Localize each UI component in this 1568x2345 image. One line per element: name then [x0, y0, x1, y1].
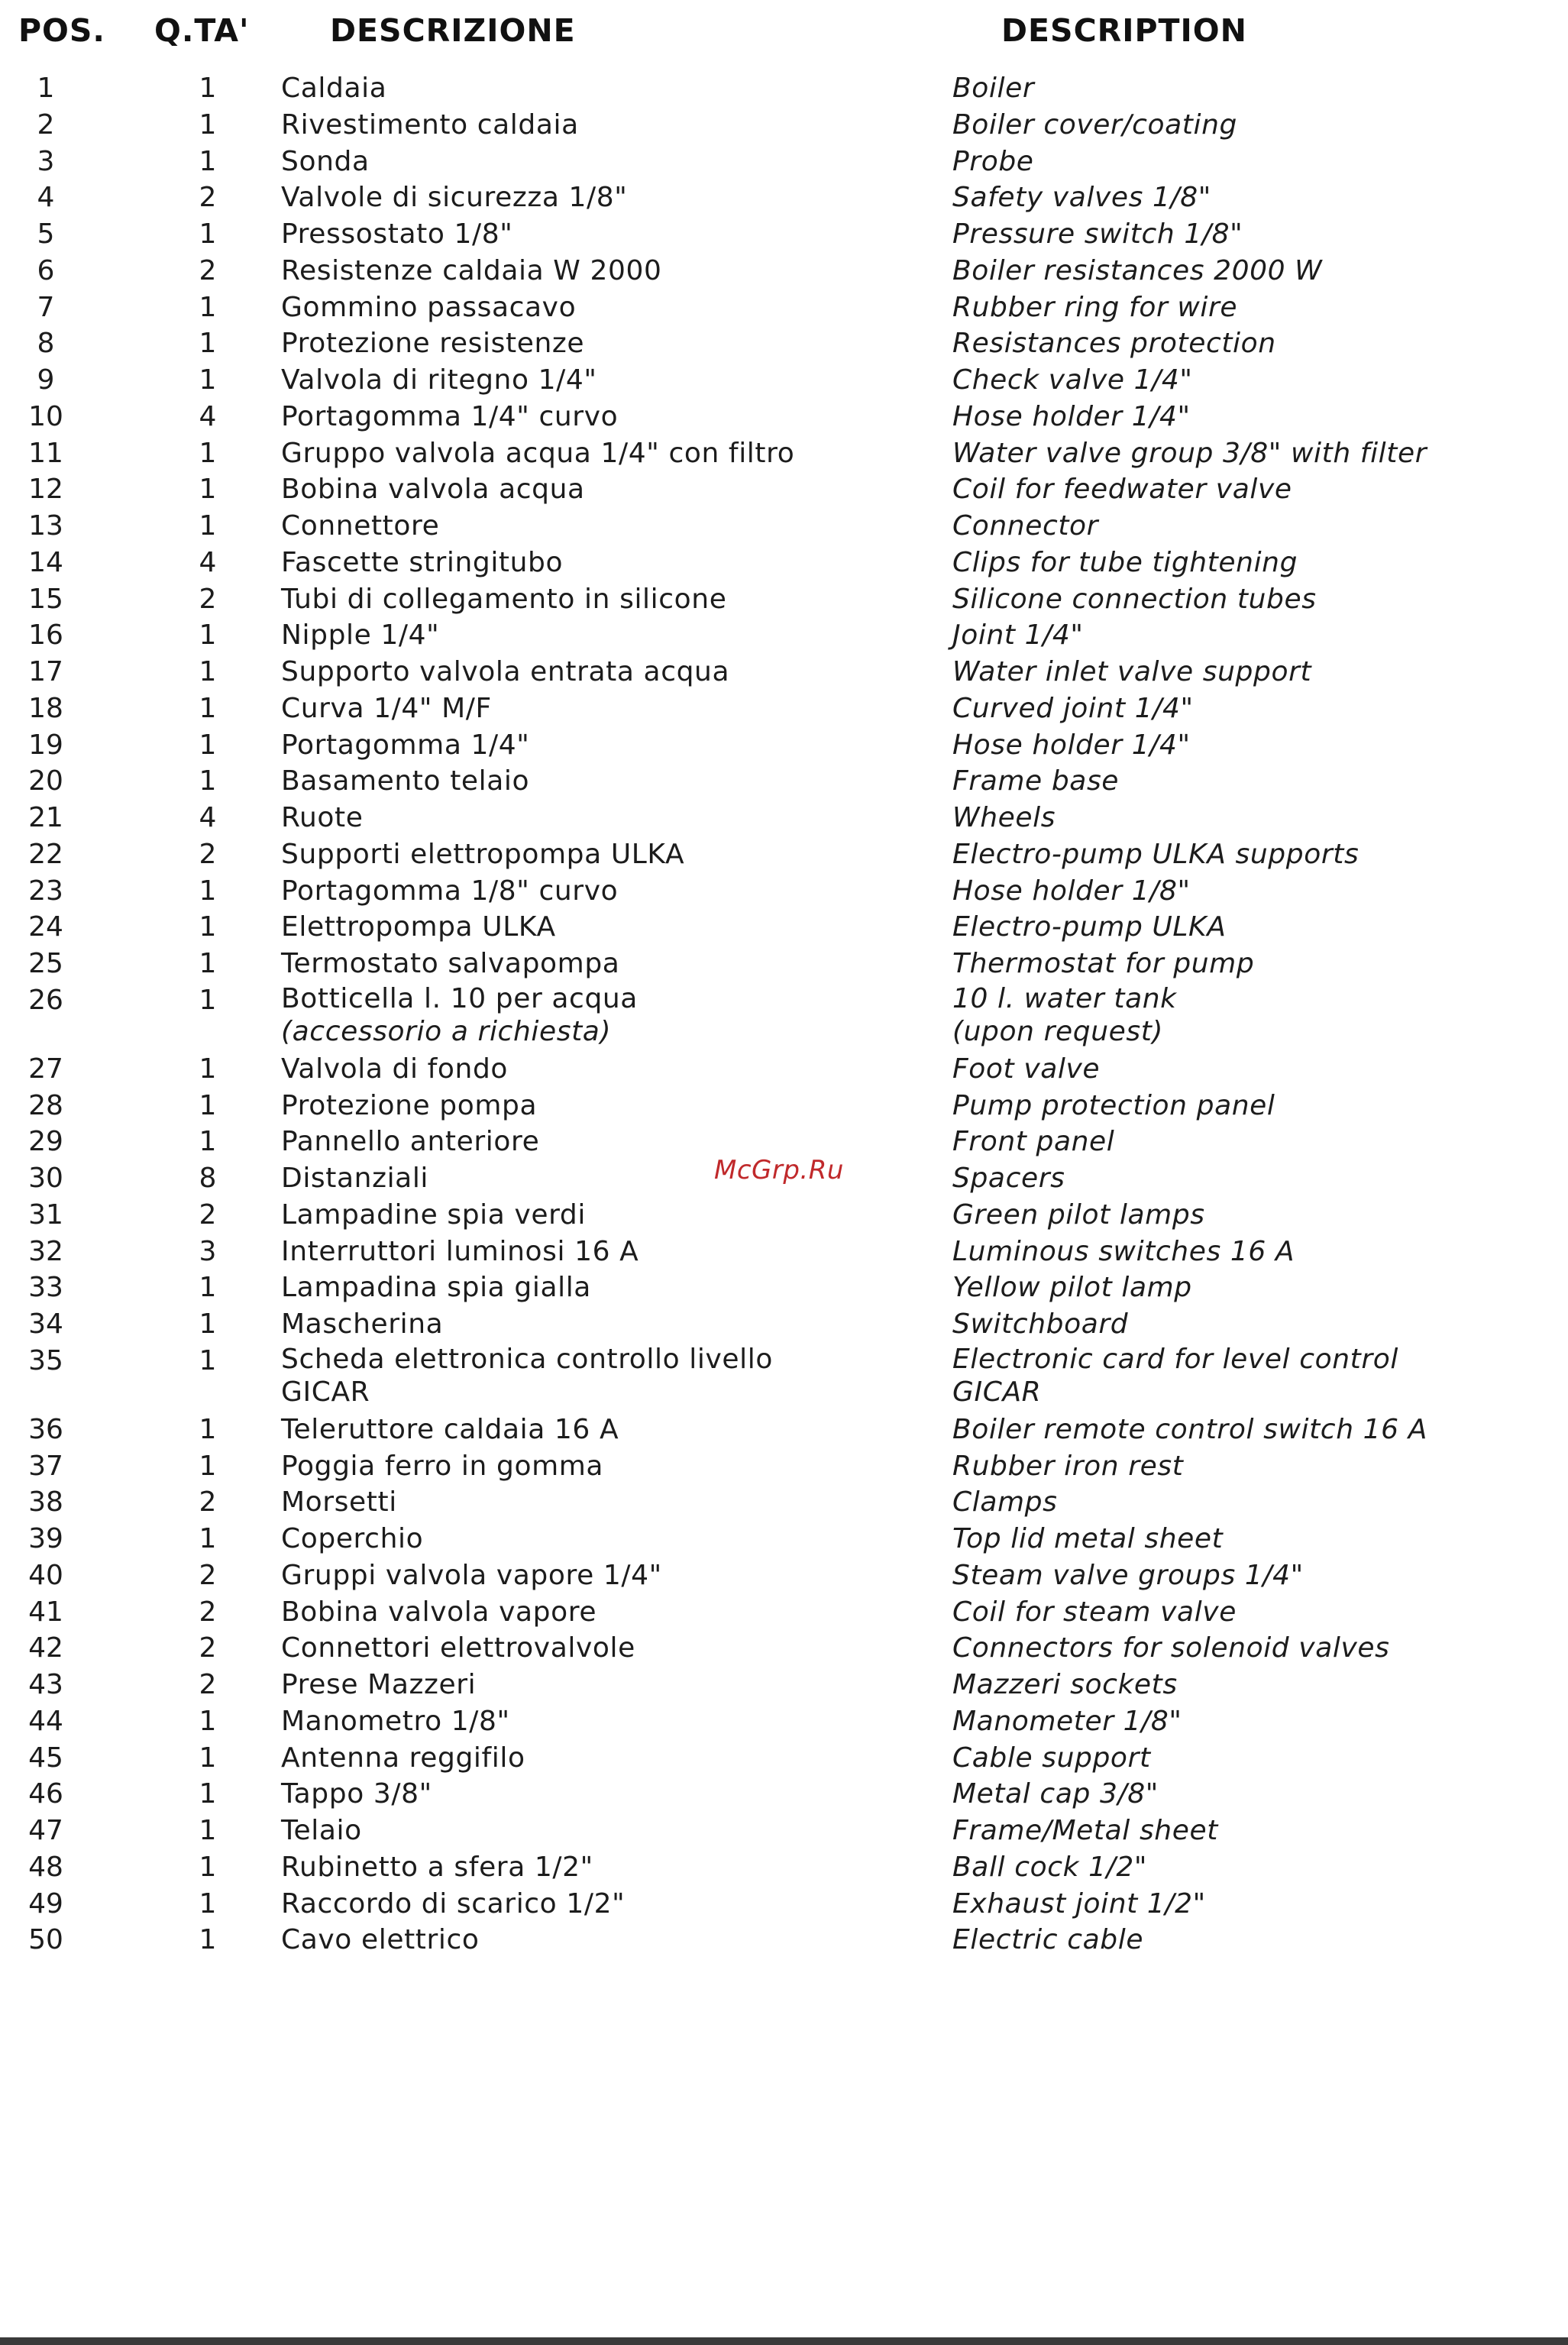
row-position: 42 [28, 1632, 63, 1664]
row-quantity: 1 [199, 364, 217, 396]
table-row [0, 1740, 1568, 1777]
row-position: 5 [37, 218, 55, 250]
row-position: 9 [37, 364, 55, 396]
table-row [0, 325, 1568, 362]
row-quantity: 1 [199, 437, 217, 469]
row-position: 23 [28, 875, 63, 907]
row-quantity: 2 [199, 1632, 217, 1664]
table-row [0, 545, 1568, 581]
table-row [0, 581, 1568, 618]
table-row [0, 836, 1568, 873]
row-position: 1 [37, 73, 55, 104]
row-description-it: Tubi di collegamento in silicone [281, 583, 727, 615]
row-quantity: 4 [199, 400, 217, 432]
table-row [0, 362, 1568, 399]
row-description-en: Check valve 1/4" [952, 364, 1193, 396]
row-description-en [952, 1343, 1398, 1409]
table-row [0, 727, 1568, 764]
table-row [0, 1448, 1568, 1485]
row-description-en: Clamps [952, 1486, 1058, 1519]
row-description-it: Manometro 1/8" [281, 1705, 510, 1737]
row-description-en: Green pilot lamps [952, 1198, 1205, 1231]
row-position: 25 [28, 948, 63, 979]
table-row [0, 289, 1568, 326]
row-description-en: Connector [952, 510, 1099, 542]
row-description-it: Gommino passacavo [281, 291, 577, 323]
row-description-en: Frame/Metal sheet [952, 1815, 1218, 1846]
row-description-en: Luminous switches 16 A [952, 1235, 1295, 1267]
row-quantity: 4 [199, 802, 217, 833]
row-quantity: 1 [199, 729, 217, 761]
row-description-it: Pannello anteriore [281, 1126, 540, 1158]
row-description-it: Nipple 1/4" [281, 619, 440, 652]
row-quantity: 2 [199, 1669, 217, 1700]
row-quantity: 1 [199, 328, 217, 360]
row-quantity: 1 [199, 948, 217, 979]
row-description-it: Poggia ferro in gomma [281, 1450, 604, 1482]
row-position: 13 [28, 510, 63, 542]
table-row [0, 1197, 1568, 1234]
table-row [0, 435, 1568, 472]
table-row [0, 763, 1568, 800]
row-description-en-line2: GICAR [952, 1376, 1042, 1408]
row-quantity: 1 [199, 1815, 217, 1846]
row-quantity: 1 [199, 1450, 217, 1482]
row-position: 43 [28, 1669, 63, 1700]
row-description-it: Telaio [281, 1815, 362, 1846]
row-description-en: Metal cap 3/8" [952, 1778, 1159, 1810]
row-description-en: Boiler resistances 2000 W [952, 254, 1323, 286]
row-description-en: Frame base [952, 765, 1120, 797]
table-row [0, 1412, 1568, 1448]
row-description-it: Tappo 3/8" [281, 1778, 432, 1810]
row-description-it: Antenna reggifilo [281, 1742, 525, 1774]
row-description-it: Valvola di fondo [281, 1053, 509, 1085]
bottom-edge-bar [0, 2337, 1568, 2345]
row-position: 21 [28, 802, 63, 833]
table-row [0, 1343, 1568, 1412]
row-description-it: Caldaia [281, 73, 387, 104]
table-row [0, 1776, 1568, 1813]
row-description-en: Front panel [952, 1126, 1115, 1158]
row-description-en: Mazzeri sockets [952, 1669, 1178, 1700]
row-description-it: Cavo elettrico [281, 1924, 480, 1956]
row-description-en: Ball cock 1/2" [952, 1851, 1148, 1883]
row-position: 19 [28, 729, 63, 761]
row-quantity: 2 [199, 182, 217, 214]
row-quantity: 1 [199, 765, 217, 797]
row-description-en-line1: 10 l. water tank [952, 982, 1177, 1014]
row-description-it: Teleruttore caldaia 16 A [281, 1413, 619, 1445]
row-position: 14 [28, 546, 63, 578]
row-quantity: 1 [199, 656, 217, 687]
row-description-it: Connettore [281, 510, 440, 542]
row-position: 34 [28, 1308, 63, 1340]
table-row [0, 800, 1568, 836]
table-row [0, 1886, 1568, 1923]
row-description-en: Manometer 1/8" [952, 1705, 1182, 1737]
row-position: 8 [37, 328, 55, 360]
row-description-en-line1: Electronic card for level control [952, 1343, 1399, 1375]
row-quantity: 1 [199, 1523, 217, 1554]
row-position: 36 [28, 1413, 63, 1445]
parts-table [0, 70, 1568, 1958]
row-description-it: Elettropompa ULKA [281, 911, 556, 943]
row-position: 26 [28, 984, 63, 1016]
row-description-it: Sonda [281, 145, 370, 177]
row-description-en: Hose holder 1/4" [952, 729, 1191, 761]
row-description-it: Portagomma 1/4" curvo [281, 400, 619, 432]
header-qty: Q.TA' [154, 12, 250, 49]
row-description-en: Connectors for solenoid valves [952, 1632, 1390, 1664]
header-description: DESCRIPTION [1001, 12, 1247, 49]
table-row [0, 1594, 1568, 1631]
row-quantity: 1 [199, 1742, 217, 1774]
row-description-it: Fascette stringitubo [281, 546, 564, 578]
row-position: 41 [28, 1596, 63, 1628]
table-row [0, 909, 1568, 946]
row-description-en: Spacers [952, 1163, 1065, 1194]
row-position: 46 [28, 1778, 63, 1810]
row-description-it: Portagomma 1/4" [281, 729, 530, 761]
row-position: 28 [28, 1089, 63, 1121]
table-row [0, 1088, 1568, 1124]
row-quantity: 1 [199, 1089, 217, 1121]
table-row [0, 253, 1568, 289]
row-position: 24 [28, 911, 63, 943]
row-description-en: Foot valve [952, 1053, 1101, 1085]
table-row [0, 1306, 1568, 1343]
row-description-it-line1: Scheda elettronica controllo livello [281, 1343, 773, 1375]
table-row [0, 1630, 1568, 1667]
row-quantity: 1 [199, 1778, 217, 1810]
row-position: 3 [37, 145, 55, 177]
row-quantity: 1 [199, 1344, 217, 1376]
row-description-it: Valvola di ritegno 1/4" [281, 364, 597, 396]
row-quantity: 2 [199, 1596, 217, 1628]
row-quantity: 1 [199, 1053, 217, 1085]
row-quantity: 1 [199, 1705, 217, 1737]
table-row [0, 1051, 1568, 1088]
row-position: 4 [37, 182, 55, 214]
row-quantity: 1 [199, 145, 217, 177]
row-description-it: Rubinetto a sfera 1/2" [281, 1851, 593, 1883]
row-quantity: 1 [199, 1887, 217, 1920]
table-row [0, 144, 1568, 180]
row-description-en: Hose holder 1/4" [952, 400, 1191, 432]
row-quantity: 1 [199, 1924, 217, 1956]
row-position: 18 [28, 692, 63, 724]
table-row [0, 471, 1568, 508]
row-description-en: Top lid metal sheet [952, 1523, 1224, 1554]
table-row [0, 1234, 1568, 1270]
row-description-en: Silicone connection tubes [952, 583, 1317, 615]
table-row [0, 1667, 1568, 1703]
row-description-en: Coil for steam valve [952, 1596, 1237, 1628]
row-quantity: 1 [199, 73, 217, 104]
row-description-en: Resistances protection [952, 328, 1276, 360]
row-quantity: 1 [199, 1413, 217, 1445]
row-description-it: Supporti elettropompa ULKA [281, 838, 685, 870]
row-quantity: 1 [199, 911, 217, 943]
row-description-it [281, 1343, 773, 1409]
row-quantity: 1 [199, 291, 217, 323]
row-quantity: 1 [199, 984, 217, 1016]
row-description-it: Valvole di sicurezza 1/8" [281, 182, 628, 214]
table-row [0, 508, 1568, 545]
row-description-en: Rubber iron rest [952, 1450, 1184, 1482]
row-quantity: 1 [199, 1126, 217, 1158]
table-row [0, 1484, 1568, 1521]
table-row [0, 617, 1568, 654]
row-description-it: Prese Mazzeri [281, 1669, 477, 1700]
row-quantity: 8 [199, 1163, 217, 1194]
row-description-en: Boiler remote control switch 16 A [952, 1413, 1427, 1445]
row-description-it: Protezione resistenze [281, 328, 585, 360]
row-position: 27 [28, 1053, 63, 1085]
row-description-en: Electric cable [952, 1924, 1144, 1956]
row-quantity: 2 [199, 1198, 217, 1231]
row-description-it: Bobina valvola acqua [281, 474, 585, 506]
row-description-en: Thermostat for pump [952, 948, 1255, 979]
row-quantity: 2 [199, 583, 217, 615]
table-row [0, 1922, 1568, 1958]
row-quantity: 3 [199, 1235, 217, 1267]
row-position: 39 [28, 1523, 63, 1554]
row-description-it: Portagomma 1/8" curvo [281, 875, 619, 907]
row-description-it: Resistenze caldaia W 2000 [281, 254, 662, 286]
row-description-en: Safety valves 1/8" [952, 182, 1211, 214]
row-position: 7 [37, 291, 55, 323]
row-position: 49 [28, 1887, 63, 1920]
row-description-en: Water inlet valve support [952, 656, 1312, 687]
row-position: 15 [28, 583, 63, 615]
row-description-en: Water valve group 3/8" with filter [952, 437, 1427, 469]
row-description-it [281, 982, 638, 1048]
row-description-en: Curved joint 1/4" [952, 692, 1194, 724]
row-quantity: 1 [199, 218, 217, 250]
row-position: 44 [28, 1705, 63, 1737]
table-row [0, 1521, 1568, 1557]
row-position: 17 [28, 656, 63, 687]
table-row [0, 399, 1568, 435]
row-position: 35 [28, 1344, 63, 1376]
row-position: 32 [28, 1235, 63, 1267]
row-description-it: Lampadina spia gialla [281, 1272, 591, 1304]
row-quantity: 1 [199, 619, 217, 652]
row-position: 30 [28, 1163, 63, 1194]
row-description-it: Mascherina [281, 1308, 444, 1340]
row-position: 45 [28, 1742, 63, 1774]
table-row [0, 1270, 1568, 1306]
table-row [0, 691, 1568, 727]
row-quantity: 1 [199, 108, 217, 141]
row-quantity: 4 [199, 546, 217, 578]
row-position: 47 [28, 1815, 63, 1846]
row-position: 37 [28, 1450, 63, 1482]
row-description-it: Morsetti [281, 1486, 397, 1519]
table-row [0, 107, 1568, 144]
row-description-it: Gruppo valvola acqua 1/4" con filtro [281, 437, 795, 469]
table-row [0, 180, 1568, 216]
table-row [0, 654, 1568, 691]
row-quantity: 2 [199, 1559, 217, 1591]
row-position: 16 [28, 619, 63, 652]
row-description-it: Gruppi valvola vapore 1/4" [281, 1559, 662, 1591]
row-description-en: Probe [952, 145, 1034, 177]
table-row [0, 1813, 1568, 1849]
row-position: 2 [37, 108, 55, 141]
row-description-it-line1: Botticella l. 10 per acqua [281, 982, 638, 1014]
row-quantity: 1 [199, 474, 217, 506]
row-description-en: Pump protection panel [952, 1089, 1275, 1121]
row-position: 50 [28, 1924, 63, 1956]
row-position: 33 [28, 1272, 63, 1304]
row-description-it: Interruttori luminosi 16 A [281, 1235, 639, 1267]
table-row [0, 1557, 1568, 1594]
row-description-it: Rivestimento caldaia [281, 108, 579, 141]
row-description-it: Ruote [281, 802, 364, 833]
row-position: 29 [28, 1126, 63, 1158]
row-description-it: Termostato salvapompa [281, 948, 620, 979]
row-description-it: Curva 1/4" M/F [281, 692, 492, 724]
row-position: 12 [28, 474, 63, 506]
row-quantity: 1 [199, 1851, 217, 1883]
row-description-en: Cable support [952, 1742, 1151, 1774]
row-description-en: Yellow pilot lamp [952, 1272, 1192, 1304]
row-position: 38 [28, 1486, 63, 1519]
row-quantity: 1 [199, 1272, 217, 1304]
row-description-it: Lampadine spia verdi [281, 1198, 586, 1231]
header-pos: POS. [18, 12, 106, 49]
row-position: 22 [28, 838, 63, 870]
row-quantity: 1 [199, 875, 217, 907]
row-quantity: 1 [199, 510, 217, 542]
row-description-en: Clips for tube tightening [952, 546, 1298, 578]
row-quantity: 2 [199, 1486, 217, 1519]
row-description-en: Boiler cover/coating [952, 108, 1237, 141]
table-row [0, 1849, 1568, 1886]
row-description-it: Bobina valvola vapore [281, 1596, 597, 1628]
row-position: 11 [28, 437, 63, 469]
table-row [0, 1703, 1568, 1740]
table-row [0, 216, 1568, 253]
table-row [0, 873, 1568, 910]
row-description-it: Raccordo di scarico 1/2" [281, 1887, 626, 1920]
row-description-it: Distanziali [281, 1163, 429, 1194]
table-row [0, 70, 1568, 107]
row-description-en: Electro-pump ULKA [952, 911, 1227, 943]
row-description-it: Coperchio [281, 1523, 424, 1554]
table-row [0, 946, 1568, 982]
row-description-en: Exhaust joint 1/2" [952, 1887, 1206, 1920]
table-row [0, 982, 1568, 1051]
row-position: 6 [37, 254, 55, 286]
row-description-en: Switchboard [952, 1308, 1129, 1340]
row-description-en: Wheels [952, 802, 1056, 833]
row-description-en: Rubber ring for wire [952, 291, 1238, 323]
row-position: 40 [28, 1559, 63, 1591]
row-quantity: 1 [199, 692, 217, 724]
row-quantity: 2 [199, 254, 217, 286]
row-description-it: Protezione pompa [281, 1089, 538, 1121]
row-description-en-line2: (upon request) [952, 1015, 1164, 1047]
row-position: 48 [28, 1851, 63, 1883]
row-position: 20 [28, 765, 63, 797]
header-descrizione: DESCRIZIONE [330, 12, 576, 49]
row-description-it-line2: GICAR [281, 1376, 370, 1408]
row-description-en: Steam valve groups 1/4" [952, 1559, 1304, 1591]
row-description-it: Connettori elettrovalvole [281, 1632, 635, 1664]
row-description-en [952, 982, 1177, 1048]
row-quantity: 1 [199, 1308, 217, 1340]
row-description-it-line2: (accessorio a richiesta) [281, 1015, 612, 1047]
row-quantity: 2 [199, 838, 217, 870]
row-description-en: Pressure switch 1/8" [952, 218, 1243, 250]
row-description-en: Hose holder 1/8" [952, 875, 1191, 907]
row-description-en: Electro-pump ULKA supports [952, 838, 1359, 870]
watermark-text: McGrp.Ru [714, 1155, 844, 1185]
row-description-en: Coil for feedwater valve [952, 474, 1292, 506]
row-description-it: Pressostato 1/8" [281, 218, 513, 250]
row-position: 10 [28, 400, 63, 432]
row-description-en: Boiler [952, 73, 1035, 104]
row-description-en: Joint 1/4" [952, 619, 1084, 652]
row-description-it: Basamento telaio [281, 765, 530, 797]
row-description-it: Supporto valvola entrata acqua [281, 656, 730, 687]
row-position: 31 [28, 1198, 63, 1231]
